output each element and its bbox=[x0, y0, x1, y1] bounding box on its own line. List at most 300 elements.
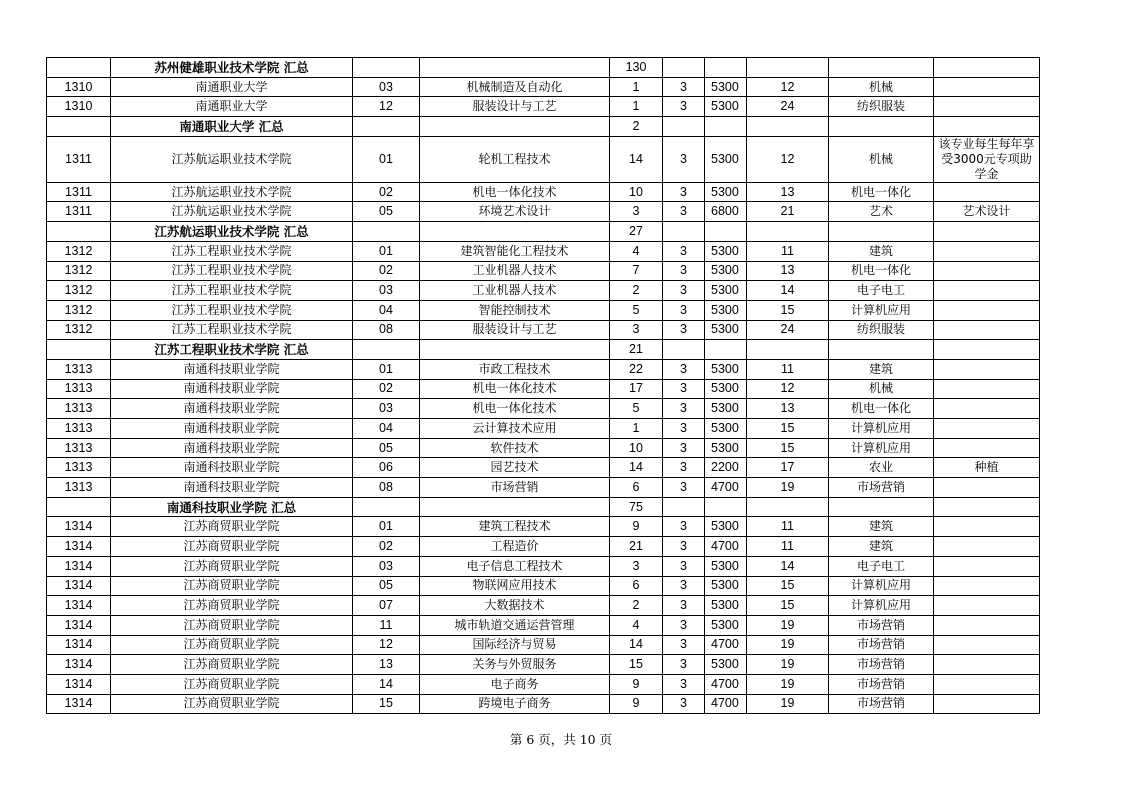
summary-row bbox=[47, 58, 1040, 78]
category-name-cell: 艺术 bbox=[829, 202, 934, 222]
note-cell bbox=[934, 517, 1040, 537]
school-code-cell: 1314 bbox=[47, 517, 111, 537]
school-code-cell: 1313 bbox=[47, 478, 111, 498]
table-row bbox=[47, 261, 1040, 281]
major-name-cell: 市场营销 bbox=[420, 478, 610, 498]
major-code-cell: 04 bbox=[353, 300, 420, 320]
major-code-cell: 05 bbox=[353, 438, 420, 458]
major-name-cell: 建筑智能化工程技术 bbox=[420, 241, 610, 261]
empty-cell bbox=[747, 497, 829, 517]
major-name-cell: 机电一体化技术 bbox=[420, 379, 610, 399]
tuition-fee-cell: 6800 bbox=[705, 202, 747, 222]
major-name-cell: 国际经济与贸易 bbox=[420, 635, 610, 655]
category-code-cell: 15 bbox=[747, 300, 829, 320]
table-row bbox=[47, 97, 1040, 117]
study-years-cell: 3 bbox=[663, 556, 705, 576]
tuition-fee-cell: 5300 bbox=[705, 300, 747, 320]
major-name-cell: 轮机工程技术 bbox=[420, 136, 610, 182]
category-name-cell: 市场营销 bbox=[829, 478, 934, 498]
school-code-cell: 1314 bbox=[47, 537, 111, 557]
table-row bbox=[47, 359, 1040, 379]
study-years-cell: 3 bbox=[663, 136, 705, 182]
school-code-cell: 1310 bbox=[47, 77, 111, 97]
category-code-cell: 19 bbox=[747, 694, 829, 714]
table-body bbox=[47, 58, 1040, 714]
empty-cell bbox=[705, 222, 747, 242]
plan-count-cell: 9 bbox=[610, 674, 663, 694]
plan-count-cell: 3 bbox=[610, 320, 663, 340]
table-row bbox=[47, 576, 1040, 596]
note-cell bbox=[934, 379, 1040, 399]
major-code-cell: 07 bbox=[353, 596, 420, 616]
empty-cell bbox=[353, 222, 420, 242]
major-name-cell: 机械制造及自动化 bbox=[420, 77, 610, 97]
table-row bbox=[47, 596, 1040, 616]
empty-cell bbox=[934, 497, 1040, 517]
note-cell bbox=[934, 576, 1040, 596]
empty-cell bbox=[705, 117, 747, 137]
major-name-cell: 建筑工程技术 bbox=[420, 517, 610, 537]
note-cell bbox=[934, 615, 1040, 635]
plan-count-cell: 14 bbox=[610, 458, 663, 478]
note-cell bbox=[934, 556, 1040, 576]
plan-count-cell: 2 bbox=[610, 596, 663, 616]
empty-cell bbox=[934, 58, 1040, 78]
note-cell bbox=[934, 241, 1040, 261]
school-name-cell: 南通科技职业学院 bbox=[111, 379, 353, 399]
major-code-cell: 08 bbox=[353, 478, 420, 498]
tuition-fee-cell: 5300 bbox=[705, 556, 747, 576]
category-name-cell: 电子电工 bbox=[829, 281, 934, 301]
study-years-cell: 3 bbox=[663, 694, 705, 714]
school-name-cell: 江苏商贸职业学院 bbox=[111, 635, 353, 655]
major-name-cell: 机电一体化技术 bbox=[420, 182, 610, 202]
plan-count-cell: 7 bbox=[610, 261, 663, 281]
empty-cell bbox=[829, 58, 934, 78]
major-code-cell: 03 bbox=[353, 556, 420, 576]
summary-row bbox=[47, 117, 1040, 137]
category-code-cell: 14 bbox=[747, 281, 829, 301]
table-row bbox=[47, 202, 1040, 222]
major-code-cell: 03 bbox=[353, 281, 420, 301]
empty-cell bbox=[353, 117, 420, 137]
category-name-cell: 纺织服装 bbox=[829, 97, 934, 117]
table-row bbox=[47, 517, 1040, 537]
note-cell bbox=[934, 419, 1040, 439]
tuition-fee-cell: 5300 bbox=[705, 576, 747, 596]
category-name-cell: 建筑 bbox=[829, 517, 934, 537]
category-name-cell: 计算机应用 bbox=[829, 438, 934, 458]
major-name-cell: 电子商务 bbox=[420, 674, 610, 694]
tuition-fee-cell: 4700 bbox=[705, 674, 747, 694]
school-code-cell: 1313 bbox=[47, 438, 111, 458]
note-cell: 种植 bbox=[934, 458, 1040, 478]
note-cell: 该专业每生每年享受3000元专项助学金 bbox=[934, 136, 1040, 182]
category-code-cell: 19 bbox=[747, 674, 829, 694]
study-years-cell: 3 bbox=[663, 576, 705, 596]
school-name-cell: 江苏商贸职业学院 bbox=[111, 556, 353, 576]
major-code-cell: 02 bbox=[353, 261, 420, 281]
study-years-cell: 3 bbox=[663, 655, 705, 675]
tuition-fee-cell: 5300 bbox=[705, 655, 747, 675]
table-row bbox=[47, 182, 1040, 202]
empty-cell bbox=[705, 58, 747, 78]
major-name-cell: 智能控制技术 bbox=[420, 300, 610, 320]
table-row bbox=[47, 77, 1040, 97]
school-code-cell: 1314 bbox=[47, 635, 111, 655]
study-years-cell: 3 bbox=[663, 438, 705, 458]
school-code-cell: 1313 bbox=[47, 458, 111, 478]
note-cell bbox=[934, 537, 1040, 557]
category-code-cell: 12 bbox=[747, 379, 829, 399]
school-code-cell: 1314 bbox=[47, 615, 111, 635]
school-name-cell: 南通职业大学 bbox=[111, 77, 353, 97]
major-name-cell: 跨境电子商务 bbox=[420, 694, 610, 714]
category-name-cell: 计算机应用 bbox=[829, 576, 934, 596]
school-name-cell: 江苏商贸职业学院 bbox=[111, 694, 353, 714]
empty-cell bbox=[747, 58, 829, 78]
major-name-cell: 园艺技术 bbox=[420, 458, 610, 478]
school-code-cell: 1314 bbox=[47, 556, 111, 576]
empty-cell bbox=[747, 222, 829, 242]
summary-row bbox=[47, 497, 1040, 517]
tuition-fee-cell: 5300 bbox=[705, 241, 747, 261]
category-code-cell: 24 bbox=[747, 320, 829, 340]
summary-row bbox=[47, 222, 1040, 242]
category-name-cell: 建筑 bbox=[829, 359, 934, 379]
school-name-cell: 江苏商贸职业学院 bbox=[111, 655, 353, 675]
major-code-cell: 04 bbox=[353, 419, 420, 439]
study-years-cell: 3 bbox=[663, 320, 705, 340]
table-row bbox=[47, 694, 1040, 714]
table-row bbox=[47, 655, 1040, 675]
plan-count-cell: 5 bbox=[610, 300, 663, 320]
empty-cell bbox=[663, 222, 705, 242]
study-years-cell: 3 bbox=[663, 419, 705, 439]
note-cell bbox=[934, 674, 1040, 694]
plan-count-cell: 3 bbox=[610, 556, 663, 576]
school-name-cell: 江苏工程职业技术学院 bbox=[111, 261, 353, 281]
empty-cell bbox=[663, 117, 705, 137]
tuition-fee-cell: 5300 bbox=[705, 182, 747, 202]
school-name-cell: 江苏商贸职业学院 bbox=[111, 576, 353, 596]
major-code-cell: 05 bbox=[353, 202, 420, 222]
summary-name-cell: 江苏工程职业技术学院 汇总 bbox=[111, 340, 353, 360]
category-code-cell: 15 bbox=[747, 596, 829, 616]
study-years-cell: 3 bbox=[663, 615, 705, 635]
study-years-cell: 3 bbox=[663, 241, 705, 261]
study-years-cell: 3 bbox=[663, 674, 705, 694]
study-years-cell: 3 bbox=[663, 635, 705, 655]
table-row bbox=[47, 458, 1040, 478]
plan-count-cell: 14 bbox=[610, 635, 663, 655]
plan-count-cell: 22 bbox=[610, 359, 663, 379]
school-code-cell: 1313 bbox=[47, 419, 111, 439]
plan-count-cell: 3 bbox=[610, 202, 663, 222]
category-name-cell: 农业 bbox=[829, 458, 934, 478]
plan-count-cell: 14 bbox=[610, 136, 663, 182]
major-code-cell: 02 bbox=[353, 537, 420, 557]
empty-cell bbox=[663, 58, 705, 78]
note-cell bbox=[934, 359, 1040, 379]
empty-cell bbox=[420, 58, 610, 78]
school-code-cell: 1312 bbox=[47, 320, 111, 340]
table-row bbox=[47, 478, 1040, 498]
major-name-cell: 服装设计与工艺 bbox=[420, 97, 610, 117]
major-code-cell: 05 bbox=[353, 576, 420, 596]
empty-cell bbox=[747, 340, 829, 360]
empty-cell bbox=[829, 117, 934, 137]
note-cell bbox=[934, 97, 1040, 117]
tuition-fee-cell: 5300 bbox=[705, 281, 747, 301]
school-code-cell: 1313 bbox=[47, 359, 111, 379]
table-row bbox=[47, 635, 1040, 655]
tuition-fee-cell: 5300 bbox=[705, 77, 747, 97]
school-code-cell: 1314 bbox=[47, 596, 111, 616]
category-name-cell: 建筑 bbox=[829, 241, 934, 261]
category-name-cell: 市场营销 bbox=[829, 694, 934, 714]
school-name-cell: 江苏工程职业技术学院 bbox=[111, 241, 353, 261]
empty-cell bbox=[829, 222, 934, 242]
empty-cell bbox=[829, 340, 934, 360]
table-row bbox=[47, 320, 1040, 340]
school-code-cell: 1310 bbox=[47, 97, 111, 117]
summary-name-cell: 江苏航运职业技术学院 汇总 bbox=[111, 222, 353, 242]
school-code-cell: 1312 bbox=[47, 261, 111, 281]
major-code-cell: 01 bbox=[353, 359, 420, 379]
category-code-cell: 19 bbox=[747, 478, 829, 498]
summary-name-cell: 苏州健雄职业技术学院 汇总 bbox=[111, 58, 353, 78]
school-name-cell: 江苏航运职业技术学院 bbox=[111, 182, 353, 202]
major-name-cell: 大数据技术 bbox=[420, 596, 610, 616]
major-name-cell: 云计算技术应用 bbox=[420, 419, 610, 439]
tuition-fee-cell: 4700 bbox=[705, 635, 747, 655]
major-code-cell: 15 bbox=[353, 694, 420, 714]
summary-name-cell: 南通职业大学 汇总 bbox=[111, 117, 353, 137]
category-code-cell: 12 bbox=[747, 136, 829, 182]
plan-count-cell: 10 bbox=[610, 438, 663, 458]
empty-cell bbox=[934, 340, 1040, 360]
tuition-fee-cell: 5300 bbox=[705, 136, 747, 182]
tuition-fee-cell: 5300 bbox=[705, 320, 747, 340]
school-code-cell: 1314 bbox=[47, 655, 111, 675]
category-name-cell: 机械 bbox=[829, 379, 934, 399]
table-row bbox=[47, 556, 1040, 576]
category-name-cell: 电子电工 bbox=[829, 556, 934, 576]
empty-cell bbox=[47, 222, 111, 242]
tuition-fee-cell: 5300 bbox=[705, 359, 747, 379]
major-code-cell: 01 bbox=[353, 517, 420, 537]
note-cell bbox=[934, 281, 1040, 301]
major-code-cell: 01 bbox=[353, 241, 420, 261]
empty-cell bbox=[47, 497, 111, 517]
school-name-cell: 南通科技职业学院 bbox=[111, 478, 353, 498]
note-cell bbox=[934, 655, 1040, 675]
major-name-cell: 市政工程技术 bbox=[420, 359, 610, 379]
category-code-cell: 19 bbox=[747, 615, 829, 635]
school-code-cell: 1311 bbox=[47, 182, 111, 202]
empty-cell bbox=[420, 497, 610, 517]
school-name-cell: 南通科技职业学院 bbox=[111, 399, 353, 419]
table-row bbox=[47, 399, 1040, 419]
category-name-cell: 机械 bbox=[829, 136, 934, 182]
tuition-fee-cell: 5300 bbox=[705, 596, 747, 616]
major-code-cell: 01 bbox=[353, 136, 420, 182]
category-name-cell: 纺织服装 bbox=[829, 320, 934, 340]
school-name-cell: 江苏商贸职业学院 bbox=[111, 517, 353, 537]
school-code-cell: 1312 bbox=[47, 241, 111, 261]
empty-cell bbox=[420, 117, 610, 137]
note-cell bbox=[934, 182, 1040, 202]
school-code-cell: 1314 bbox=[47, 694, 111, 714]
table-row bbox=[47, 615, 1040, 635]
empty-cell bbox=[663, 340, 705, 360]
major-code-cell: 12 bbox=[353, 635, 420, 655]
category-name-cell: 计算机应用 bbox=[829, 300, 934, 320]
plan-count-cell: 4 bbox=[610, 615, 663, 635]
plan-count-cell: 9 bbox=[610, 517, 663, 537]
table-row bbox=[47, 281, 1040, 301]
major-code-cell: 02 bbox=[353, 182, 420, 202]
study-years-cell: 3 bbox=[663, 517, 705, 537]
category-code-cell: 11 bbox=[747, 517, 829, 537]
note-cell bbox=[934, 694, 1040, 714]
category-code-cell: 14 bbox=[747, 556, 829, 576]
empty-cell bbox=[420, 222, 610, 242]
plan-count-cell: 21 bbox=[610, 537, 663, 557]
plan-count-cell: 1 bbox=[610, 77, 663, 97]
major-code-cell: 06 bbox=[353, 458, 420, 478]
empty-cell bbox=[47, 58, 111, 78]
tuition-fee-cell: 4700 bbox=[705, 478, 747, 498]
major-name-cell: 环境艺术设计 bbox=[420, 202, 610, 222]
tuition-fee-cell: 5300 bbox=[705, 379, 747, 399]
school-name-cell: 江苏商贸职业学院 bbox=[111, 615, 353, 635]
category-name-cell: 市场营销 bbox=[829, 674, 934, 694]
category-code-cell: 11 bbox=[747, 241, 829, 261]
note-cell bbox=[934, 399, 1040, 419]
study-years-cell: 3 bbox=[663, 77, 705, 97]
major-code-cell: 14 bbox=[353, 674, 420, 694]
school-name-cell: 江苏工程职业技术学院 bbox=[111, 300, 353, 320]
category-name-cell: 市场营销 bbox=[829, 615, 934, 635]
school-name-cell: 江苏工程职业技术学院 bbox=[111, 320, 353, 340]
school-name-cell: 南通科技职业学院 bbox=[111, 458, 353, 478]
category-code-cell: 24 bbox=[747, 97, 829, 117]
note-cell bbox=[934, 320, 1040, 340]
study-years-cell: 3 bbox=[663, 202, 705, 222]
empty-cell bbox=[747, 117, 829, 137]
tuition-fee-cell: 5300 bbox=[705, 419, 747, 439]
school-code-cell: 1313 bbox=[47, 379, 111, 399]
category-name-cell: 建筑 bbox=[829, 537, 934, 557]
major-code-cell: 12 bbox=[353, 97, 420, 117]
major-code-cell: 08 bbox=[353, 320, 420, 340]
major-name-cell: 城市轨道交通运营管理 bbox=[420, 615, 610, 635]
plan-count-cell: 4 bbox=[610, 241, 663, 261]
category-code-cell: 12 bbox=[747, 77, 829, 97]
table-row bbox=[47, 419, 1040, 439]
tuition-fee-cell: 4700 bbox=[705, 537, 747, 557]
table-row bbox=[47, 136, 1040, 182]
empty-cell bbox=[829, 497, 934, 517]
study-years-cell: 3 bbox=[663, 281, 705, 301]
category-name-cell: 计算机应用 bbox=[829, 596, 934, 616]
study-years-cell: 3 bbox=[663, 300, 705, 320]
empty-cell bbox=[47, 340, 111, 360]
study-years-cell: 3 bbox=[663, 359, 705, 379]
major-name-cell: 物联网应用技术 bbox=[420, 576, 610, 596]
summary-total-cell: 27 bbox=[610, 222, 663, 242]
empty-cell bbox=[663, 497, 705, 517]
school-name-cell: 南通科技职业学院 bbox=[111, 438, 353, 458]
plan-count-cell: 9 bbox=[610, 694, 663, 714]
plan-count-cell: 1 bbox=[610, 97, 663, 117]
tuition-fee-cell: 5300 bbox=[705, 261, 747, 281]
study-years-cell: 3 bbox=[663, 97, 705, 117]
category-code-cell: 15 bbox=[747, 419, 829, 439]
school-code-cell: 1314 bbox=[47, 674, 111, 694]
plan-count-cell: 15 bbox=[610, 655, 663, 675]
table-row bbox=[47, 241, 1040, 261]
category-code-cell: 11 bbox=[747, 537, 829, 557]
table-row bbox=[47, 537, 1040, 557]
category-name-cell: 机电一体化 bbox=[829, 261, 934, 281]
major-name-cell: 工业机器人技术 bbox=[420, 261, 610, 281]
plan-count-cell: 17 bbox=[610, 379, 663, 399]
empty-cell bbox=[353, 58, 420, 78]
plan-count-cell: 10 bbox=[610, 182, 663, 202]
study-years-cell: 3 bbox=[663, 478, 705, 498]
category-name-cell: 机电一体化 bbox=[829, 399, 934, 419]
school-code-cell: 1312 bbox=[47, 300, 111, 320]
category-code-cell: 11 bbox=[747, 359, 829, 379]
major-name-cell: 电子信息工程技术 bbox=[420, 556, 610, 576]
category-code-cell: 13 bbox=[747, 182, 829, 202]
note-cell bbox=[934, 300, 1040, 320]
school-name-cell: 江苏工程职业技术学院 bbox=[111, 281, 353, 301]
empty-cell bbox=[934, 222, 1040, 242]
summary-row bbox=[47, 340, 1040, 360]
major-code-cell: 02 bbox=[353, 379, 420, 399]
school-code-cell: 1313 bbox=[47, 399, 111, 419]
summary-total-cell: 75 bbox=[610, 497, 663, 517]
note-cell bbox=[934, 635, 1040, 655]
plan-count-cell: 6 bbox=[610, 576, 663, 596]
study-years-cell: 3 bbox=[663, 399, 705, 419]
school-code-cell: 1314 bbox=[47, 576, 111, 596]
note-cell: 艺术设计 bbox=[934, 202, 1040, 222]
category-name-cell: 市场营销 bbox=[829, 635, 934, 655]
tuition-fee-cell: 2200 bbox=[705, 458, 747, 478]
empty-cell bbox=[934, 117, 1040, 137]
school-code-cell: 1312 bbox=[47, 281, 111, 301]
major-name-cell: 机电一体化技术 bbox=[420, 399, 610, 419]
enrollment-table bbox=[46, 57, 1040, 714]
note-cell bbox=[934, 77, 1040, 97]
major-code-cell: 03 bbox=[353, 399, 420, 419]
category-name-cell: 市场营销 bbox=[829, 655, 934, 675]
category-code-cell: 19 bbox=[747, 655, 829, 675]
note-cell bbox=[934, 438, 1040, 458]
major-code-cell: 11 bbox=[353, 615, 420, 635]
major-name-cell: 关务与外贸服务 bbox=[420, 655, 610, 675]
major-name-cell: 软件技术 bbox=[420, 438, 610, 458]
summary-name-cell: 南通科技职业学院 汇总 bbox=[111, 497, 353, 517]
major-name-cell: 服装设计与工艺 bbox=[420, 320, 610, 340]
study-years-cell: 3 bbox=[663, 537, 705, 557]
major-code-cell: 13 bbox=[353, 655, 420, 675]
